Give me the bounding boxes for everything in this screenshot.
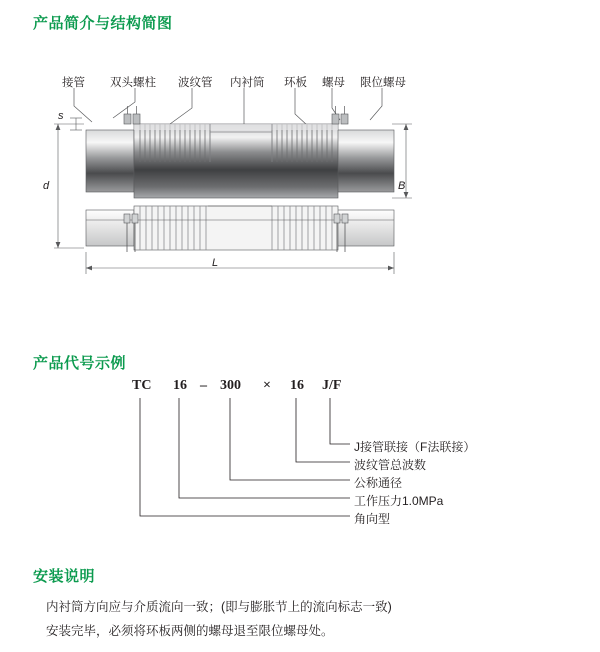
dimension-label-s: s xyxy=(58,110,64,122)
code-token-dash: – xyxy=(200,378,207,393)
code-token-waves: 16 xyxy=(290,378,304,393)
dimension-label-L: L xyxy=(212,257,219,269)
code-token-joint: J/F xyxy=(322,378,342,393)
callout-label-double-stud: 双头螺柱 xyxy=(110,77,156,89)
install-notes xyxy=(46,598,566,646)
code-desc-diameter: 公称通径 xyxy=(354,476,403,490)
section-title-install: 安装说明 xyxy=(33,568,96,585)
code-desc-joint: J接管联接（F法联接） xyxy=(354,440,476,454)
code-token-diameter: 300 xyxy=(220,378,241,393)
dimension-label-d: d xyxy=(43,180,50,192)
section-title-structure: 产品简介与结构简图 xyxy=(33,15,173,32)
code-token-times: × xyxy=(263,378,271,393)
code-desc-pressure: 工作压力1.0MPa xyxy=(354,494,444,508)
callout-label-liner: 内衬筒 xyxy=(230,77,265,89)
product-code-example xyxy=(110,378,510,543)
callout-label-nozzle: 接管 xyxy=(62,77,85,89)
code-desc-waves: 波纹管总波数 xyxy=(354,458,427,472)
install-note-1: 内衬筒方向应与介质流向一致；(即与膨胀节上的流向标志一致) xyxy=(46,600,392,614)
structure-diagram xyxy=(40,62,470,292)
code-token-series: TC xyxy=(132,378,152,393)
code-desc-type: 角向型 xyxy=(354,512,391,526)
section-title-code: 产品代号示例 xyxy=(33,355,127,372)
dimension-label-B: B xyxy=(398,180,406,192)
code-leader-lines xyxy=(110,394,510,554)
install-note-2: 安装完毕，必须将环板两侧的螺母退至限位螺母处。 xyxy=(46,624,334,638)
code-token-pressure: 16 xyxy=(173,378,187,393)
callout-label-nut: 螺母 xyxy=(322,77,345,89)
callout-label-bellows: 波纹管 xyxy=(178,77,213,89)
diagram-drawing xyxy=(40,62,470,292)
callout-label-ring-plate: 环板 xyxy=(284,77,307,89)
callout-label-limit-nut: 限位螺母 xyxy=(360,77,406,89)
